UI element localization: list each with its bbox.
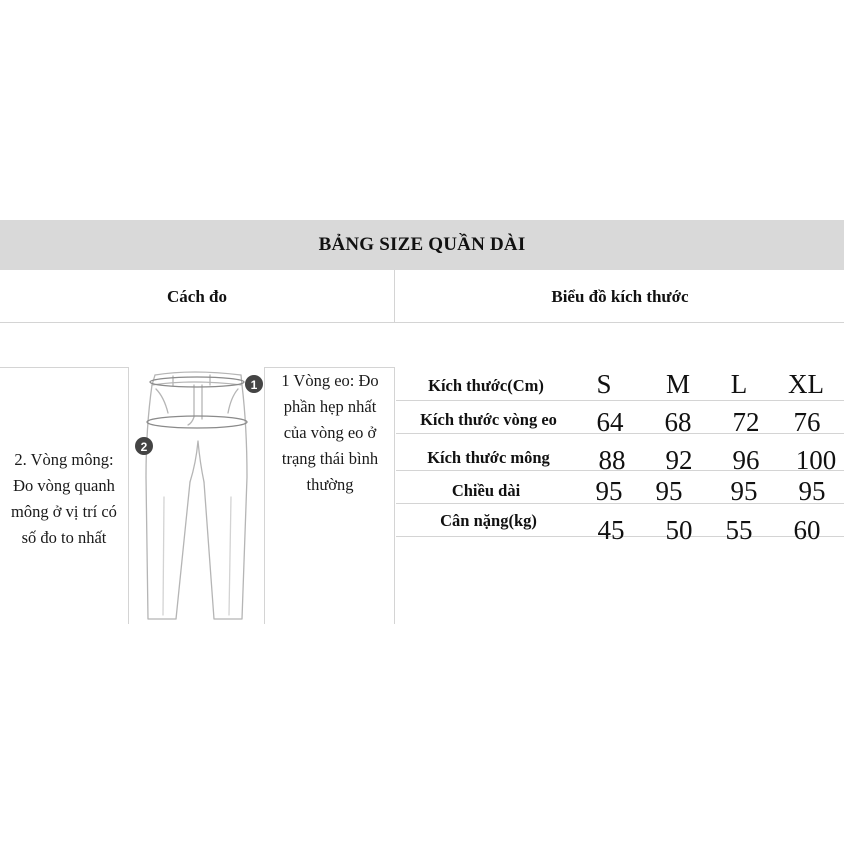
size-row-label: Kích thước(Cm) [428,376,544,395]
size-row-label: Kích thước vòng eo [420,410,557,429]
hip-cell: 100 [795,445,837,475]
marker-1-label: 1 [250,378,258,392]
waist-cell: 68 [664,407,692,437]
waist-cell: 76 [793,407,821,437]
waist-description-line: 1 Vòng eo: Đo [281,371,379,390]
body-column-divider [394,367,395,624]
trousers-illustration [128,367,265,624]
header-size-chart: Biểu đồ kích thước [551,287,689,306]
waist-description-line: phần hẹp nhất [283,397,377,416]
size-cell: XL [788,369,824,399]
weight-cell: 50 [665,515,693,545]
header-bottom-divider [0,322,844,323]
header-measure-method: Cách đo [167,287,227,306]
length-cell: 95 [655,476,683,506]
length-cell: 95 [730,476,758,506]
hip-description-line: Đo vòng quanh [13,476,115,495]
hip-description-line: mông ở vị trí có [11,502,117,521]
hip-description-line: số đo to nhất [21,528,107,547]
header-column-divider [394,270,395,322]
waist-cell: 72 [732,407,760,437]
size-row-label: Cân nặng(kg) [440,511,537,530]
size-cell: L [730,369,748,399]
size-row-divider [396,400,844,401]
hip-description [0,447,128,551]
size-row-label: Kích thước mông [427,448,550,467]
size-cell: S [596,369,612,399]
weight-cell: 55 [725,515,753,545]
hip-cell: 96 [732,445,760,475]
waist-description-line: của vòng eo ở [283,423,377,442]
weight-cell: 60 [793,515,821,545]
waist-description-line: thường [306,475,354,494]
hip-description-line: 2. Vòng mông: [14,450,114,469]
size-cell: M [665,369,690,399]
waist-description-line: trạng thái bình [281,449,379,468]
body-top-divider-left [0,367,128,368]
weight-cell: 45 [597,515,625,545]
marker-2-label: 2 [140,440,148,454]
hip-cell: 92 [665,445,693,475]
hip-cell: 88 [598,445,626,475]
page-title: BẢNG SIZE QUẦN DÀI [0,220,844,270]
waist-cell: 64 [596,407,624,437]
length-cell: 95 [798,476,826,506]
waist-description [266,368,394,498]
length-cell: 95 [595,476,623,506]
size-row-label: Chiều dài [451,481,521,500]
